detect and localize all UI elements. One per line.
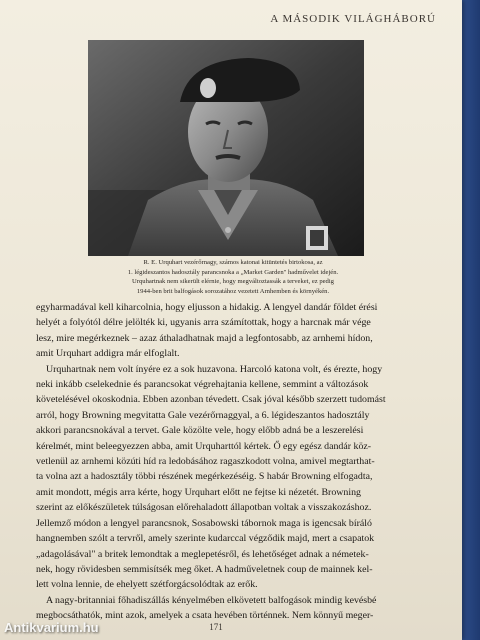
text-line: kérelmét, mint beleegyezzen abba, amit Urquharttól kértek. Ő egy egész dandár köz-	[36, 440, 372, 452]
text-line: A nagy-britanniai főhadiszállás kényelmében elkövetett balfogások mindig kevésbé	[46, 594, 377, 606]
text-line: követelésével okoskodnia. Ebben azonban tévedett. Csak jóval később szerzett tudomást	[36, 394, 386, 406]
caption-line: Urquhartnak nem sikerült elérnie, hogy megváltoztassák a terveket, ez pedig	[132, 278, 334, 285]
text-line: hangnemben szólt a tervről, amely szerinte kudarccal végződik majd, mert a csapatok	[36, 533, 375, 545]
text-line: ta volna azt a hadosztály többi részének megérkezéséig. S habár Browning elfogadta,	[36, 471, 373, 483]
text-line: lett volna lennie, de ehelyett szétforgácsolódtak az erők.	[36, 579, 258, 591]
text-line: neki inkább cselekednie és parancsokat végrehajtania kellene, semmint a változások	[36, 379, 369, 391]
text-line: arról, hogy Browning megvitatta Gale vezérőrnaggyal, a 6. légideszantos hadosztály	[36, 409, 370, 421]
text-line: Urquhartnak nem volt ínyére ez a sok huzavona. Harcoló katona volt, és érezte, hogy	[46, 363, 383, 375]
caption-line: R. E. Urquhart vezérőrnagy, számos katonai kitüntetés birtokosa, az	[143, 259, 323, 266]
text-line: amit Urquhart addigra már elfoglalt.	[36, 348, 180, 360]
text-line: akkori parancsnokával a tervet. Gale közölte vele, hogy előbb adná be a leszerelési	[36, 425, 364, 437]
text-line: vetlenül az arnhemi közúti híd ra ledobásához ragaszkodott volna, amivel megtarthat-	[36, 456, 375, 468]
portrait-illustration	[88, 40, 364, 256]
text-line: lesz, mire megérkeznek – azaz áthaladhatnak majd a legfontosabb, az arnhemi hídon,	[36, 332, 373, 344]
portrait-photo	[88, 40, 364, 256]
page-number: 171	[209, 622, 223, 632]
text-line: „adagolásával" a britek lemondtak a meglepetésről, és lehetőséget adnak a németek-	[36, 548, 369, 560]
running-head: A MÁSODIK VILÁGHÁBORÚ	[270, 13, 436, 25]
photo-caption	[88, 258, 378, 296]
text-line: nek, hogy rövidesben semmisítsék meg őket. A hadműveletnek coup de mainnek kel-	[36, 563, 373, 575]
watermark-logo: Antikvarium.hu	[4, 620, 99, 635]
caption-line: 1944-ben brit balfogások sorozatához vezetett Arnhemben és környékén.	[136, 287, 330, 295]
text-line: Jellemző módon a lengyel parancsnok, Sosabowski tábornok maga is igencsak bíráló	[36, 517, 372, 529]
text-line: megbocsáthatók, mint azok, amelyek a csata hevében történnek. Nem könnyű meger-	[36, 610, 374, 622]
text-line: egyharmadával kell kiharcolnia, hogy eljusson a hidakig. A lengyel dandár földet érési	[36, 302, 378, 313]
body-text	[36, 300, 426, 624]
text-line: szerint az előkészületek túlságosan előrehaladott állapotban voltak a visszakozáshoz.	[36, 502, 372, 514]
text-line: amit mondott, mégis arra kérte, hogy Urquhart előtt ne fejtse ki nézetét. Browning	[36, 486, 361, 498]
text-line: helyét a folyótól délre jelölték ki, ugyanis arra számítottak, hogy a harcnak már vége	[36, 317, 371, 329]
caption-line: 1. légideszantos hadosztály parancsnoka a „Market Garden" hadművelet idején.	[127, 268, 339, 276]
